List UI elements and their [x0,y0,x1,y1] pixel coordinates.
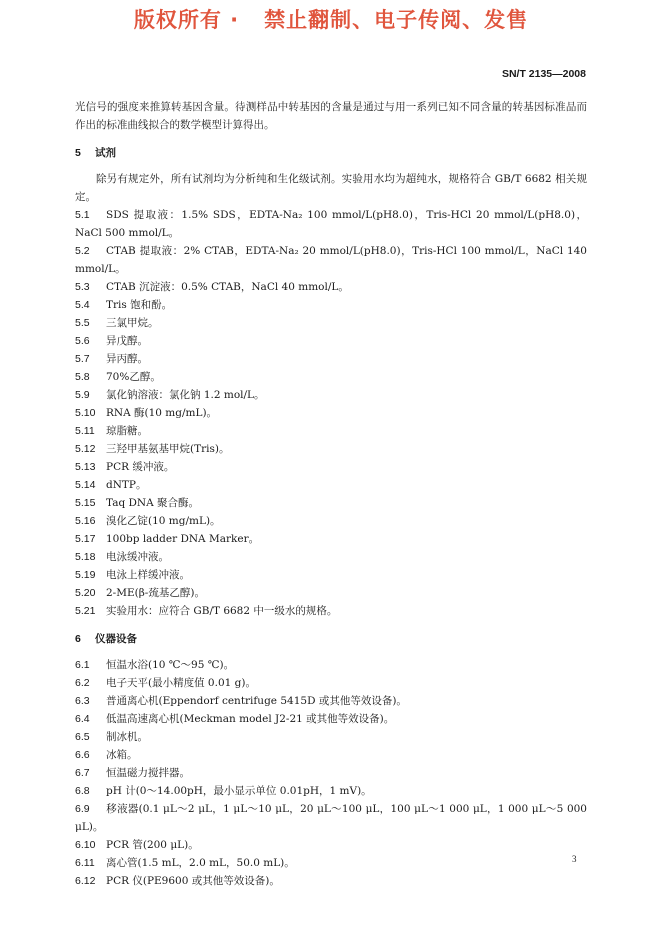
item-number: 5.7 [75,353,90,365]
item-text: 三氯甲烷。 [106,317,159,329]
list-item [75,584,587,602]
list-item [75,782,587,800]
section-title: 试剂 [95,147,116,159]
reagent-list [75,206,587,620]
item-text: Tris 饱和酚。 [106,299,173,311]
list-item [75,494,587,512]
item-text: 移液器(0.1 μL～2 μL，1 μL～10 μL，20 μL～100 μL，100 μL～1 000 μL，1 000 μL～5 000 μL)。 [75,803,587,833]
document-body [75,98,587,890]
item-text: CTAB 提取液：2% CTAB，EDTA-Na₂ 20 mmol/L(pH8.0)，Tris-HCl 100 mmol/L，NaCl 140 mmol/L。 [75,245,587,275]
list-item [75,602,587,620]
item-text: 异丙醇。 [106,353,148,365]
item-text: 异戊醇。 [106,335,148,347]
copyright-banner: 版权所有 · 禁止翻制、电子传阅、发售 [133,8,529,32]
item-number: 5.5 [75,317,90,329]
item-number: 5.1 [75,209,90,221]
item-text: 低温高速离心机(Meckman model J2-21 或其他等效设备)。 [106,713,395,725]
item-number: 6.4 [75,713,90,725]
list-item [75,710,587,728]
list-item [75,296,587,314]
item-number: 6.3 [75,695,90,707]
item-number: 5.2 [75,245,90,257]
list-item [75,314,587,332]
item-number: 5.16 [75,515,96,527]
item-text: 电泳缓冲液。 [106,551,169,563]
item-number: 5.9 [75,389,90,401]
item-text: 离心管(1.5 mL，2.0 mL，50.0 mL)。 [106,857,295,869]
item-number: 5.10 [75,407,96,419]
list-item [75,728,587,746]
item-number: 5.20 [75,587,96,599]
item-text: 溴化乙锭(10 mg/mL)。 [106,515,221,527]
item-number: 5.6 [75,335,90,347]
item-number: 5.4 [75,299,90,311]
page-number: 3 [572,854,577,864]
item-text: 制冰机。 [106,731,148,743]
list-item [75,764,587,782]
list-item [75,206,587,242]
item-text: Taq DNA 聚合酶。 [106,497,200,509]
item-text: RNA 酶(10 mg/mL)。 [106,407,218,419]
item-number: 5.18 [75,551,96,563]
item-number: 6.7 [75,767,90,779]
item-number: 6.1 [75,659,90,671]
list-item [75,404,587,422]
item-number: 6.10 [75,839,96,851]
list-item [75,350,587,368]
item-text: 恒温磁力搅拌器。 [106,767,190,779]
item-number: 5.17 [75,533,96,545]
item-text: 2-ME(β-巯基乙醇)。 [106,587,205,599]
list-item [75,836,587,854]
list-item [75,746,587,764]
item-number: 5.12 [75,443,96,455]
list-item [75,566,587,584]
list-item [75,674,587,692]
item-text: 实验用水：应符合 GB/T 6682 中一级水的规格。 [106,605,338,617]
item-text: CTAB 沉淀液：0.5% CTAB，NaCl 40 mmol/L。 [106,281,349,293]
item-text: pH 计(0～14.00pH，最小显示单位 0.01pH，1 mV)。 [106,785,372,797]
list-item [75,242,587,278]
item-number: 6.11 [75,857,95,869]
list-item [75,368,587,386]
item-text: PCR 仪(PE9600 或其他等效设备)。 [106,875,280,887]
item-text: 100bp ladder DNA Marker。 [106,533,260,545]
list-item [75,692,587,710]
section-number: 5 [75,147,81,159]
item-text: 电泳上样缓冲液。 [106,569,190,581]
equipment-list [75,656,587,890]
item-text: 三羟甲基氨基甲烷(Tris)。 [106,443,230,455]
item-text: 70%乙醇。 [106,371,161,383]
item-number: 5.15 [75,497,96,509]
intro-paragraph: 光信号的强度来推算转基因含量。待测样品中转基因的含量是通过与用一系列已知不同含量的转基因标准品而作出的标准曲线拟合的数学模型计算得出。 [75,101,587,131]
item-number: 5.13 [75,461,96,473]
item-number: 6.9 [75,803,90,815]
item-number: 6.6 [75,749,90,761]
section-title: 仪器设备 [95,633,137,645]
list-item [75,422,587,440]
item-number: 5.19 [75,569,96,581]
section-6-heading [75,630,587,648]
item-number: 5.11 [75,425,95,437]
item-text: 冰箱。 [106,749,138,761]
item-text: 琼脂糖。 [106,425,148,437]
item-text: 氯化钠溶液：氯化钠 1.2 mol/L。 [106,389,265,401]
item-number: 6.2 [75,677,90,689]
item-number: 5.3 [75,281,90,293]
list-item [75,530,587,548]
list-item [75,548,587,566]
item-number: 5.8 [75,371,90,383]
item-number: 5.14 [75,479,96,491]
list-item [75,656,587,674]
list-item [75,458,587,476]
list-item [75,476,587,494]
list-item [75,386,587,404]
item-number: 5.21 [75,605,96,617]
section-5-intro: 除另有规定外，所有试剂均为分析纯和生化级试剂。实验用水均为超纯水，规格符合 GB/T 6682 相关规定。 [75,173,587,203]
item-text: PCR 管(200 μL)。 [106,839,199,851]
list-item [75,872,587,890]
section-number: 6 [75,633,81,645]
item-text: PCR 缓冲液。 [106,461,175,473]
list-item [75,440,587,458]
standard-code: SN/T 2135—2008 [501,68,586,80]
list-item [75,332,587,350]
item-number: 6.12 [75,875,96,887]
list-item [75,800,587,836]
section-5-heading [75,144,587,162]
list-item [75,512,587,530]
item-text: SDS 提取液：1.5% SDS，EDTA-Na₂ 100 mmol/L(pH8.0)，Tris-HCl 20 mmol/L(pH8.0)，NaCl 500 mmol/L。 [75,209,587,239]
list-item [75,278,587,296]
item-number: 6.8 [75,785,90,797]
list-item [75,854,587,872]
item-text: 电子天平(最小精度值 0.01 g)。 [106,677,256,689]
item-text: 恒温水浴(10 ℃～95 ℃)。 [106,659,235,671]
item-text: dNTP。 [106,479,147,491]
item-number: 6.5 [75,731,90,743]
item-text: 普通离心机(Eppendorf centrifuge 5415D 或其他等效设备)。 [106,695,407,707]
